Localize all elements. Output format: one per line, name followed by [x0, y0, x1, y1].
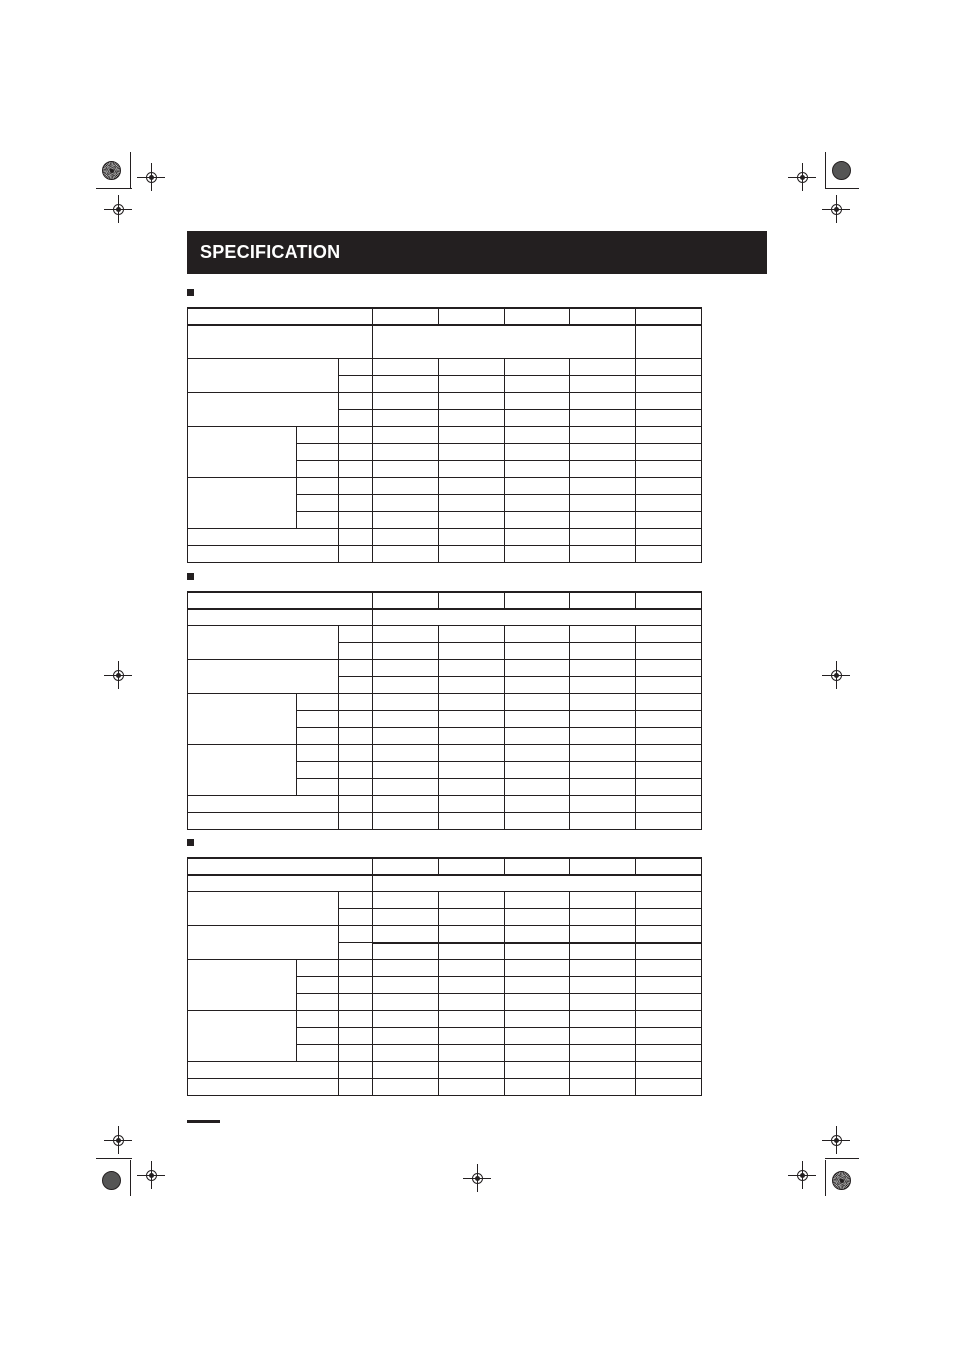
crop-mark-icon [825, 152, 826, 189]
color-bar-circle-icon [102, 161, 121, 180]
page-number-rule [187, 1120, 220, 1123]
table-rule [296, 778, 702, 779]
table-rule [372, 857, 373, 875]
table-bottom-rule [187, 562, 702, 563]
table-rule [296, 1044, 702, 1045]
table-rule [569, 591, 570, 609]
table-rule [372, 625, 373, 830]
table-rule [296, 959, 297, 1062]
table-rule [372, 324, 373, 359]
table-rule [635, 891, 636, 1096]
page-title: SPECIFICATION [200, 242, 341, 262]
table-rule [338, 942, 373, 943]
crop-mark-icon [96, 188, 132, 189]
table-rule [338, 409, 702, 410]
table-rule [338, 908, 702, 909]
color-bar-circle-icon [832, 161, 851, 180]
table-rule [187, 358, 702, 359]
table-rule [569, 625, 570, 830]
table-rule [569, 857, 570, 875]
table-left-rule [187, 307, 188, 563]
table-rule [504, 591, 505, 609]
color-bar-circle-icon [102, 1171, 121, 1190]
table-rule [187, 744, 702, 745]
table-rule [438, 358, 439, 563]
table-rule [372, 891, 373, 1096]
crop-mark-icon [96, 1158, 132, 1159]
table-bottom-rule [187, 829, 702, 830]
table-rule [372, 307, 373, 325]
table-rule [569, 358, 570, 563]
table-rule [296, 761, 702, 762]
table-rule [635, 625, 636, 830]
table-rule [187, 693, 702, 694]
crop-mark-icon [130, 152, 131, 189]
table-rule [187, 392, 702, 393]
table-rule [187, 545, 702, 546]
table-rule [504, 891, 505, 1096]
table-rule [187, 1078, 702, 1079]
table-rule [187, 426, 702, 427]
table-rule [372, 942, 702, 944]
table-rule [296, 494, 702, 495]
table-rule [187, 1010, 702, 1011]
table-rule [635, 857, 636, 875]
table-rule [296, 693, 297, 796]
section-title-banner [187, 231, 767, 274]
table-rule [569, 891, 570, 1096]
table-rule [187, 959, 702, 960]
table-rule [438, 307, 439, 325]
table-rule [296, 710, 702, 711]
table-rule [187, 477, 702, 478]
table-rule [187, 1061, 702, 1062]
crop-mark-icon [825, 188, 859, 189]
crop-mark-icon [825, 1160, 826, 1196]
table-rule [296, 426, 297, 529]
table-rule [296, 511, 702, 512]
table-rule [504, 358, 505, 563]
table-rule [372, 608, 373, 626]
color-bar-circle-icon [832, 1171, 851, 1190]
table-rule [187, 528, 702, 529]
table-right-rule [701, 307, 702, 563]
table-rule [372, 874, 373, 892]
table-rule [635, 358, 636, 563]
table-rule [338, 625, 339, 830]
table-bottom-rule [187, 1095, 702, 1096]
table-rule [504, 307, 505, 325]
table-rule [296, 727, 702, 728]
section-bullet-1 [187, 289, 194, 296]
table-rule [635, 324, 636, 359]
table-header-rule [187, 608, 702, 610]
table-rule [296, 1027, 702, 1028]
table-rule [438, 591, 439, 609]
table-rule [187, 925, 702, 926]
section-bullet-2 [187, 573, 194, 580]
table-header-rule [187, 874, 702, 876]
table-rule [635, 307, 636, 325]
section-bullet-3 [187, 839, 194, 846]
table-rule [296, 443, 702, 444]
table-header-rule [187, 324, 702, 326]
table-rule [635, 591, 636, 609]
crop-mark-icon [130, 1160, 131, 1196]
table-rule [338, 375, 702, 376]
table-rule [187, 891, 702, 892]
table-top-rule [187, 857, 702, 859]
table-rule [338, 891, 339, 1096]
table-rule [187, 795, 702, 796]
table-rule [504, 857, 505, 875]
table-rule [187, 659, 702, 660]
table-rule [338, 642, 702, 643]
table-rule [296, 976, 702, 977]
table-rule [504, 625, 505, 830]
table-rule [187, 625, 702, 626]
table-rule [338, 676, 702, 677]
crop-mark-icon [825, 1158, 859, 1159]
table-rule [569, 307, 570, 325]
table-rule [372, 591, 373, 609]
table-top-rule [187, 307, 702, 309]
table-rule [338, 358, 339, 563]
table-rule [296, 460, 702, 461]
table-rule [187, 812, 702, 813]
table-rule [438, 857, 439, 875]
table-rule [438, 625, 439, 830]
table-rule [372, 358, 373, 563]
table-rule [438, 891, 439, 1096]
table-top-rule [187, 591, 702, 593]
table-rule [296, 993, 702, 994]
